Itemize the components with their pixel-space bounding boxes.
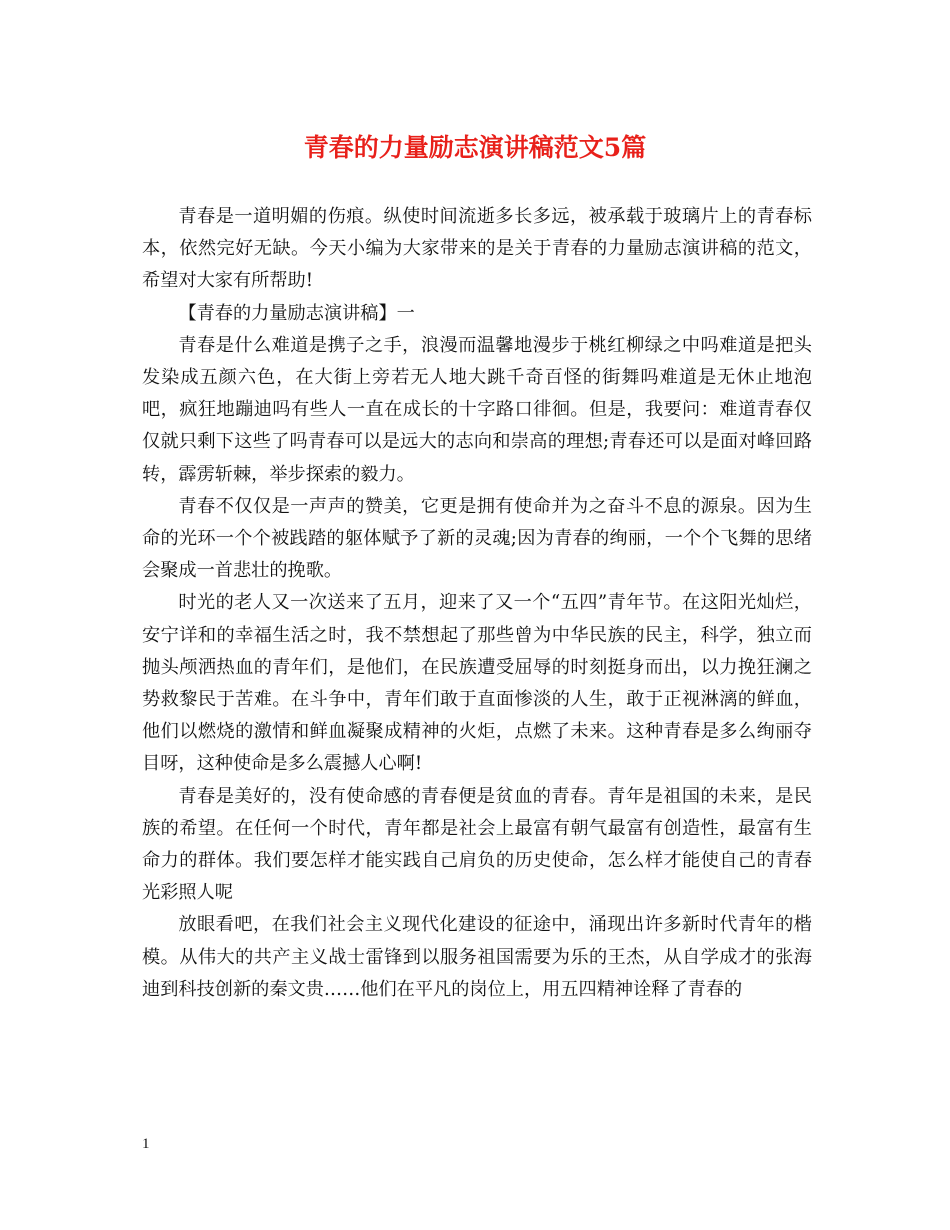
paragraph: 青春是美好的，没有使命感的青春便是贫血的青春。青年是祖国的未来，是民族的希望。在任何一个时代，青年都是社会上最富有朝气最富有创造性，最富有生命力的群体。我们要怎样才能实践自己肩负的历史使命，怎么样才能使自己的青春光彩照人呢 [142, 785, 812, 904]
paragraph: 青春不仅仅是一声声的赞美，它更是拥有使命并为之奋斗不息的源泉。因为生命的光环一个个被践踏的躯体赋予了新的灵魂;因为青春的绚丽，一个个飞舞的思绪会聚成一首悲壮的挽歌。 [142, 495, 812, 582]
paragraph-intro: 青春是一道明媚的伤痕。纵使时间流逝多长多远，被承载于玻璃片上的青春标本，依然完好无缺。今天小编为大家带来的是关于青春的力量励志演讲稿的范文，希望对大家有所帮助! [142, 206, 812, 292]
paragraph: 时光的老人又一次送来了五月，迎来了又一个“五四”青年节。在这阳光灿烂，安宁详和的幸福生活之时，我不禁想起了那些曾为中华民族的民主，科学，独立而抛头颅洒热血的青年们，是他们，在民族遭受屈辱的时刻挺身而出，以力挽狂澜之势救黎民于苦难。在斗争中，青年们敢于直面惨淡的人生，敢于正视淋漓的鲜血，他们以燃烧的激情和鲜血凝聚成精神的火炬，点燃了未来。这种青春是多么绚丽夺目呀，这种使命是多么震撼人心啊! [142, 592, 812, 775]
document-body [142, 201, 812, 1006]
page-title: 青春的力量励志演讲稿范文5篇 [303, 133, 647, 162]
paragraph: 放眼看吧，在我们社会主义现代化建设的征途中，涌现出许多新时代青年的楷模。从伟大的共产主义战士雷锋到以服务祖国需要为乐的王杰，从自学成才的张海迪到科技创新的秦文贵……他们在平凡的岗位上，用五四精神诠释了青春的 [142, 914, 812, 1000]
section-heading: 【青春的力量励志演讲稿】一 [178, 302, 415, 324]
paragraph: 青春是什么难道是携子之手，浪漫而温馨地漫步于桃红柳绿之中吗难道是把头发染成五颜六色，在大街上旁若无人地大跳千奇百怪的街舞吗难道是无休止地泡吧，疯狂地蹦迪吗有些人一直在成长的十字路口徘徊。但是，我要问：难道青春仅仅就只剩下这些了吗青春可以是远大的志向和崇高的理想;青春还可以是面对峰回路转，霹雳斩棘，举步探索的毅力。 [142, 334, 812, 485]
page-number: 1 [142, 1136, 150, 1152]
